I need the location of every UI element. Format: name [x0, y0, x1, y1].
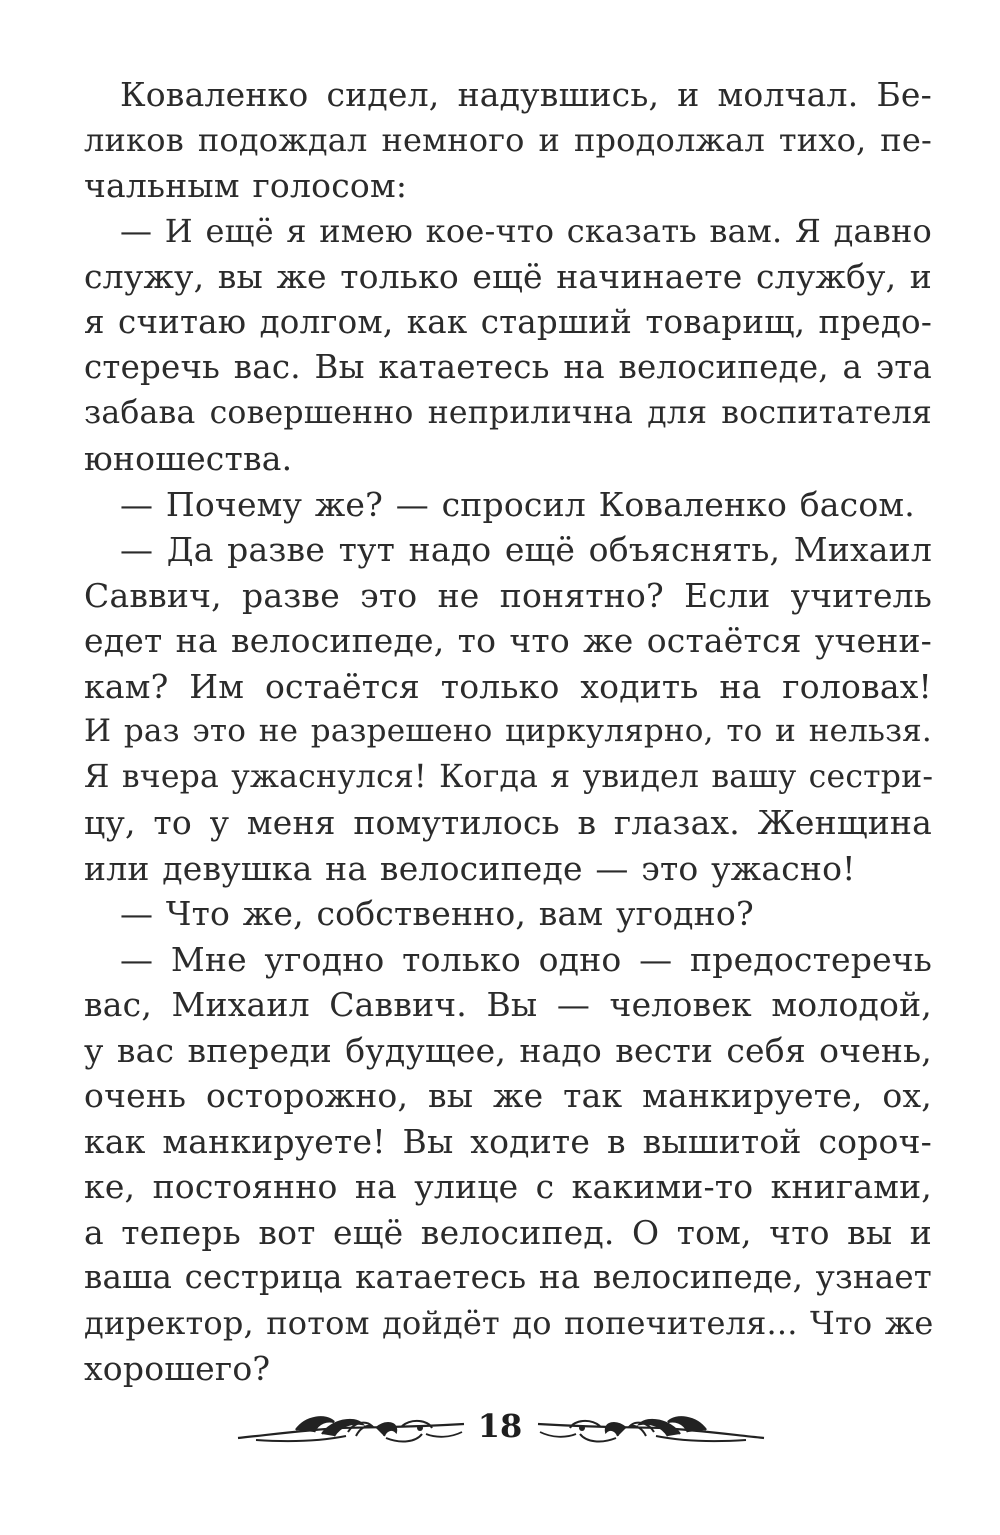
text-line: — Мне угодно только одно — предостеречь [120, 939, 932, 979]
text-line: кам? Им остаётся только ходить на головах! [84, 666, 932, 706]
text-line: чальным голосом: [84, 166, 408, 205]
text-line: забава совершенно неприлична для воспитателя [84, 394, 932, 431]
floral-flourish-icon [536, 1408, 766, 1450]
text-line: юношества. [84, 439, 293, 478]
text-line: И раз это не разрешено циркулярно, то и нельзя. [84, 713, 932, 749]
text-line: — Почему же? — спросил Коваленко басом. [120, 484, 915, 524]
body-text [84, 72, 932, 1392]
text-line: у вас впереди будущее, надо вести себя очень, [84, 1030, 932, 1070]
text-line: я считаю долгом, как старший товарищ, предо- [84, 302, 932, 341]
text-line: цу, то у меня помутилось в глазах. Женщина [84, 803, 932, 842]
text-line: или девушка на велосипеде — это ужасно! [84, 848, 856, 888]
floral-flourish-icon [236, 1408, 466, 1450]
text-line: едет на велосипеде, то что же остаётся учени- [84, 621, 932, 660]
text-line: вас, Михаил Саввич. Вы — человек молодой, [84, 985, 932, 1024]
page-number: 18 [477, 1407, 523, 1445]
text-line: а теперь вот ещё велосипед. О том, что вы и [84, 1212, 932, 1252]
text-line: — Да разве тут надо ещё объяснять, Михаил [120, 530, 932, 569]
text-line: как манкируете! Вы ходите в вышитой сороч- [84, 1121, 932, 1161]
text-line: Я вчера ужаснулся! Когда я увидел вашу сестри- [84, 758, 934, 795]
text-line: — Что же, собственно, вам угодно? [120, 894, 754, 933]
text-line: директор, потом дойдёт до попечителя... Что же [84, 1303, 934, 1342]
text-line: ликов подождал немного и продолжал тихо, пе- [84, 120, 932, 159]
page-footer [0, 1400, 1000, 1460]
text-line: ваша сестрица катаетесь на велосипеде, узнает [84, 1258, 932, 1296]
text-line: служу, вы же только ещё начинаете службу, и [84, 257, 932, 296]
text-line: ке, постоянно на улице с какими-то книгами, [84, 1167, 932, 1206]
text-line: Саввич, разве это не понятно? Если учитель [84, 575, 932, 615]
text-line: хорошего? [84, 1349, 271, 1388]
text-line: — И ещё я имею кое-что сказать вам. Я давно [120, 211, 932, 250]
text-line: Коваленко сидел, надувшись, и молчал. Бе- [120, 75, 932, 114]
text-line: стеречь вас. Вы катаетесь на велосипеде, а эта [84, 348, 932, 386]
text-line: очень осторожно, вы же так манкируете, ох, [84, 1076, 932, 1115]
